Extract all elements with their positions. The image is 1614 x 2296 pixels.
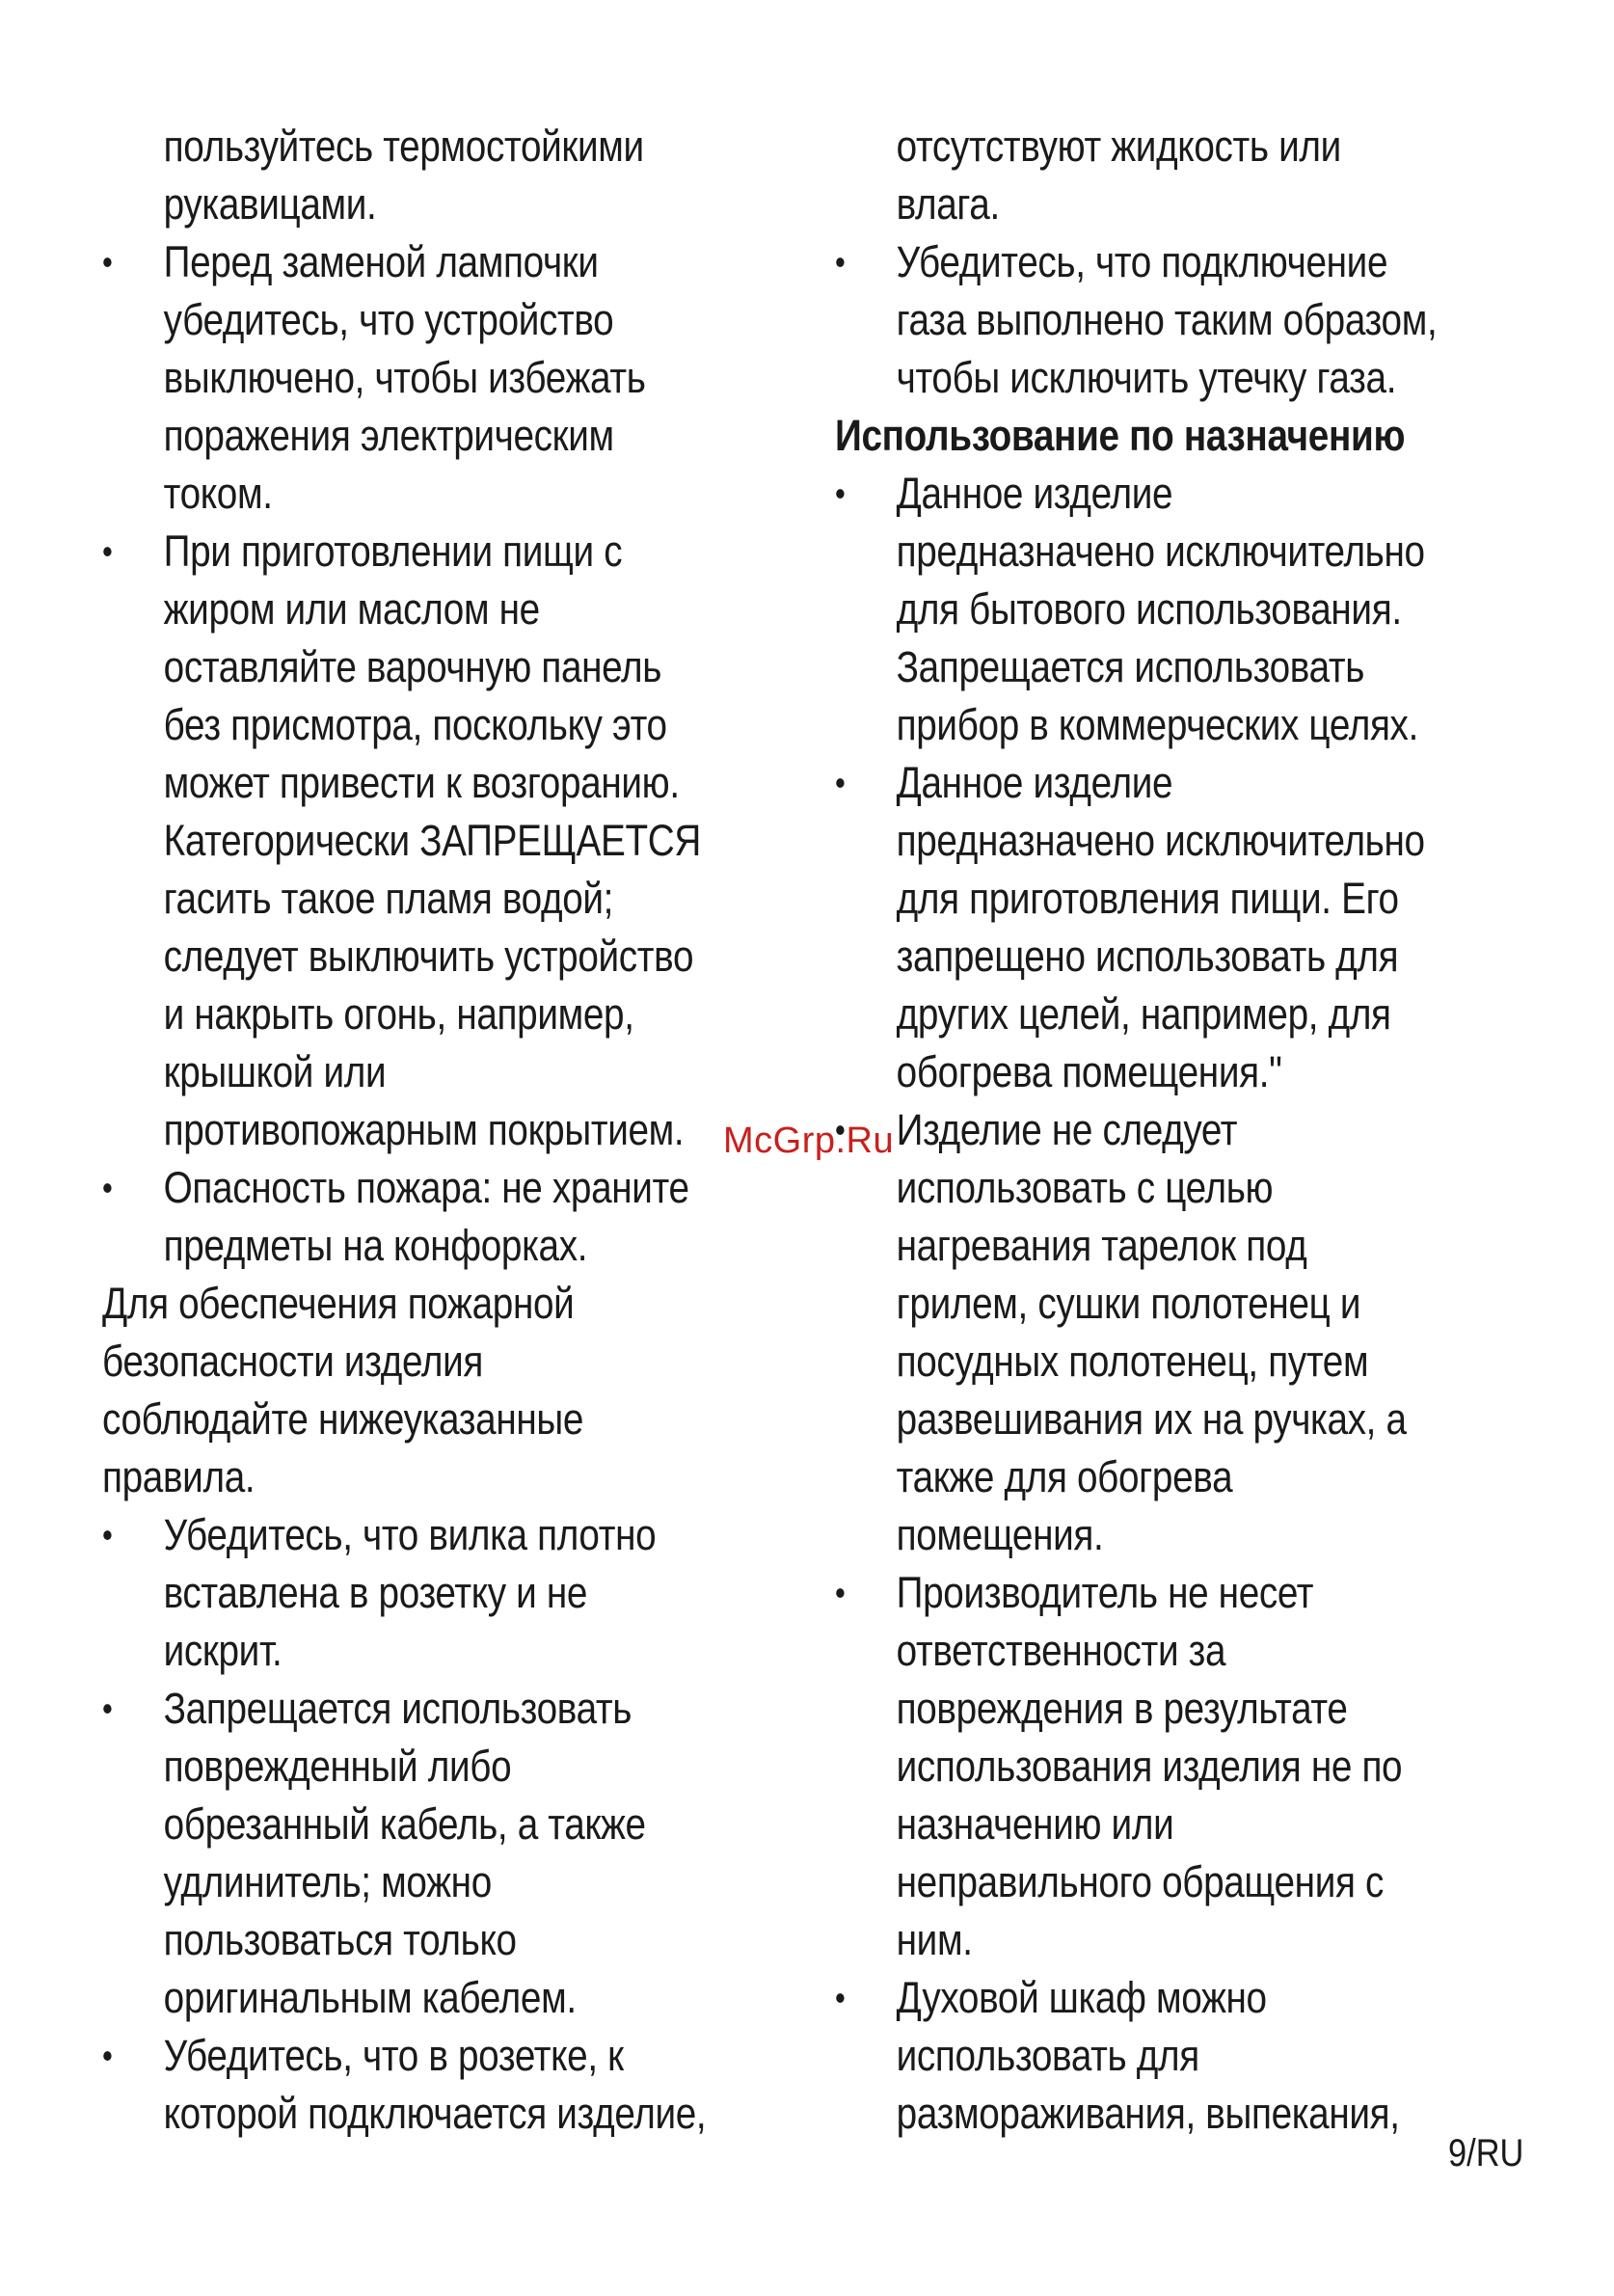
bullet-item-line: • Запрещается использовать bbox=[102, 1680, 708, 1738]
text-line: влага. bbox=[896, 179, 1000, 229]
text-line: пользуйтесь термостойкими bbox=[163, 122, 644, 171]
text-line: ним. bbox=[896, 1915, 973, 1964]
text-line: крышкой или bbox=[163, 1047, 387, 1096]
text-line: поражения электрическим bbox=[163, 411, 614, 460]
text-line: обогрева помещения." bbox=[896, 1047, 1282, 1096]
text-line: чтобы исключить утечку газа. bbox=[896, 353, 1397, 402]
bullet-item-line: • При приготовлении пищи с bbox=[102, 523, 708, 581]
text-line: использования изделия не по bbox=[896, 1742, 1403, 1791]
bullet-item-line: • Духовой шкаф можно bbox=[835, 1969, 1432, 2027]
text-line: следует выключить устройство bbox=[163, 932, 694, 981]
text-line: других целей, например, для bbox=[896, 989, 1391, 1039]
text-line: предназначено исключительно bbox=[896, 527, 1425, 576]
text-line: током. bbox=[163, 469, 273, 518]
text-line: жиром или маслом не bbox=[163, 584, 540, 634]
text-line: посудных полотенец, путем bbox=[896, 1337, 1369, 1386]
text-line: для бытового использования. bbox=[896, 584, 1402, 634]
text-line: оригинальным кабелем. bbox=[163, 1973, 577, 2022]
text-line: развешивания их на ручках, а bbox=[896, 1394, 1407, 1444]
text-line: грилем, сушки полотенец и bbox=[896, 1279, 1361, 1328]
left-column bbox=[102, 118, 806, 2143]
watermark: McGrp.Ru bbox=[723, 1121, 895, 1161]
text-line: нагревания тарелок под bbox=[896, 1221, 1307, 1270]
text-line: и накрыть огонь, например, bbox=[163, 989, 634, 1039]
text-line: пользоваться только bbox=[163, 1915, 517, 1964]
text-line: использовать с целью bbox=[896, 1163, 1274, 1212]
bullet-item-line: • Опасность пожара: не храните bbox=[102, 1159, 708, 1217]
text-line: запрещено использовать для bbox=[896, 932, 1399, 981]
bullet-item-line: • Перед заменой лампочки bbox=[102, 233, 708, 291]
bullet-item-line: • Данное изделие bbox=[835, 465, 1432, 523]
text-line: которой подключается изделие, bbox=[163, 2089, 707, 2138]
text-line: неправильного обращения с bbox=[896, 1857, 1385, 1906]
bullet-item-line: • Изделие не следует bbox=[835, 1101, 1432, 1159]
bullet-item-line: • Убедитесь, что вилка плотно bbox=[102, 1506, 708, 1564]
text-line: отсутствуют жидкость или bbox=[896, 122, 1341, 171]
text-line: правила. bbox=[102, 1452, 256, 1501]
text-line: соблюдайте нижеуказанные bbox=[102, 1394, 584, 1444]
text-line: Для обеспечения пожарной bbox=[102, 1279, 575, 1328]
bullet-item-line: • Данное изделие bbox=[835, 754, 1432, 812]
text-line: рукавицами. bbox=[163, 179, 377, 229]
text-line: предметы на конфорках. bbox=[163, 1221, 588, 1270]
bullet-item-line: • Убедитесь, что подключение bbox=[835, 233, 1432, 291]
bullet-item-line: • Убедитесь, что в розетке, к bbox=[102, 2027, 708, 2085]
text-line: удлинитель; можно bbox=[163, 1857, 492, 1906]
text-line: без присмотра, поскольку это bbox=[163, 700, 667, 749]
text-line: прибор в коммерческих целях. bbox=[896, 700, 1418, 749]
text-line: использовать для bbox=[896, 2031, 1199, 2080]
text-line: размораживания, выпекания, bbox=[896, 2089, 1400, 2138]
text-line: искрит. bbox=[163, 1626, 282, 1675]
text-line: выключено, чтобы избежать bbox=[163, 353, 646, 402]
right-column bbox=[835, 118, 1529, 2143]
text-line: повреждения в результате bbox=[896, 1684, 1348, 1733]
text-line: вставлена в розетку и не bbox=[163, 1568, 588, 1617]
page-number: 9/RU bbox=[1448, 2132, 1524, 2174]
text-line: может привести к возгоранию. bbox=[163, 758, 680, 807]
text-line: убедитесь, что устройство bbox=[163, 295, 614, 344]
text-line: также для обогрева bbox=[896, 1452, 1233, 1501]
text-line: предназначено исключительно bbox=[896, 816, 1425, 865]
text-line: помещения. bbox=[896, 1510, 1104, 1559]
text-line: гасить такое пламя водой; bbox=[163, 874, 614, 923]
bullet-item-line: • Производитель не несет bbox=[835, 1564, 1432, 1622]
text-line: газа выполнено таким образом, bbox=[896, 295, 1438, 344]
text-line: ответственности за bbox=[896, 1626, 1226, 1675]
text-line: Запрещается использовать bbox=[896, 642, 1365, 691]
text-line: для приготовления пищи. Его bbox=[896, 874, 1399, 923]
section-heading: Использование по назначению bbox=[835, 411, 1406, 460]
text-line: безопасности изделия bbox=[102, 1337, 484, 1386]
text-line: поврежденный либо bbox=[163, 1742, 512, 1791]
text-line: Категорически ЗАПРЕЩАЕТСЯ bbox=[163, 816, 701, 865]
text-line: оставляйте варочную панель bbox=[163, 642, 662, 691]
text-line: противопожарным покрытием. bbox=[163, 1105, 685, 1154]
text-line: назначению или bbox=[896, 1799, 1174, 1849]
text-line: обрезанный кабель, а также bbox=[163, 1799, 646, 1849]
